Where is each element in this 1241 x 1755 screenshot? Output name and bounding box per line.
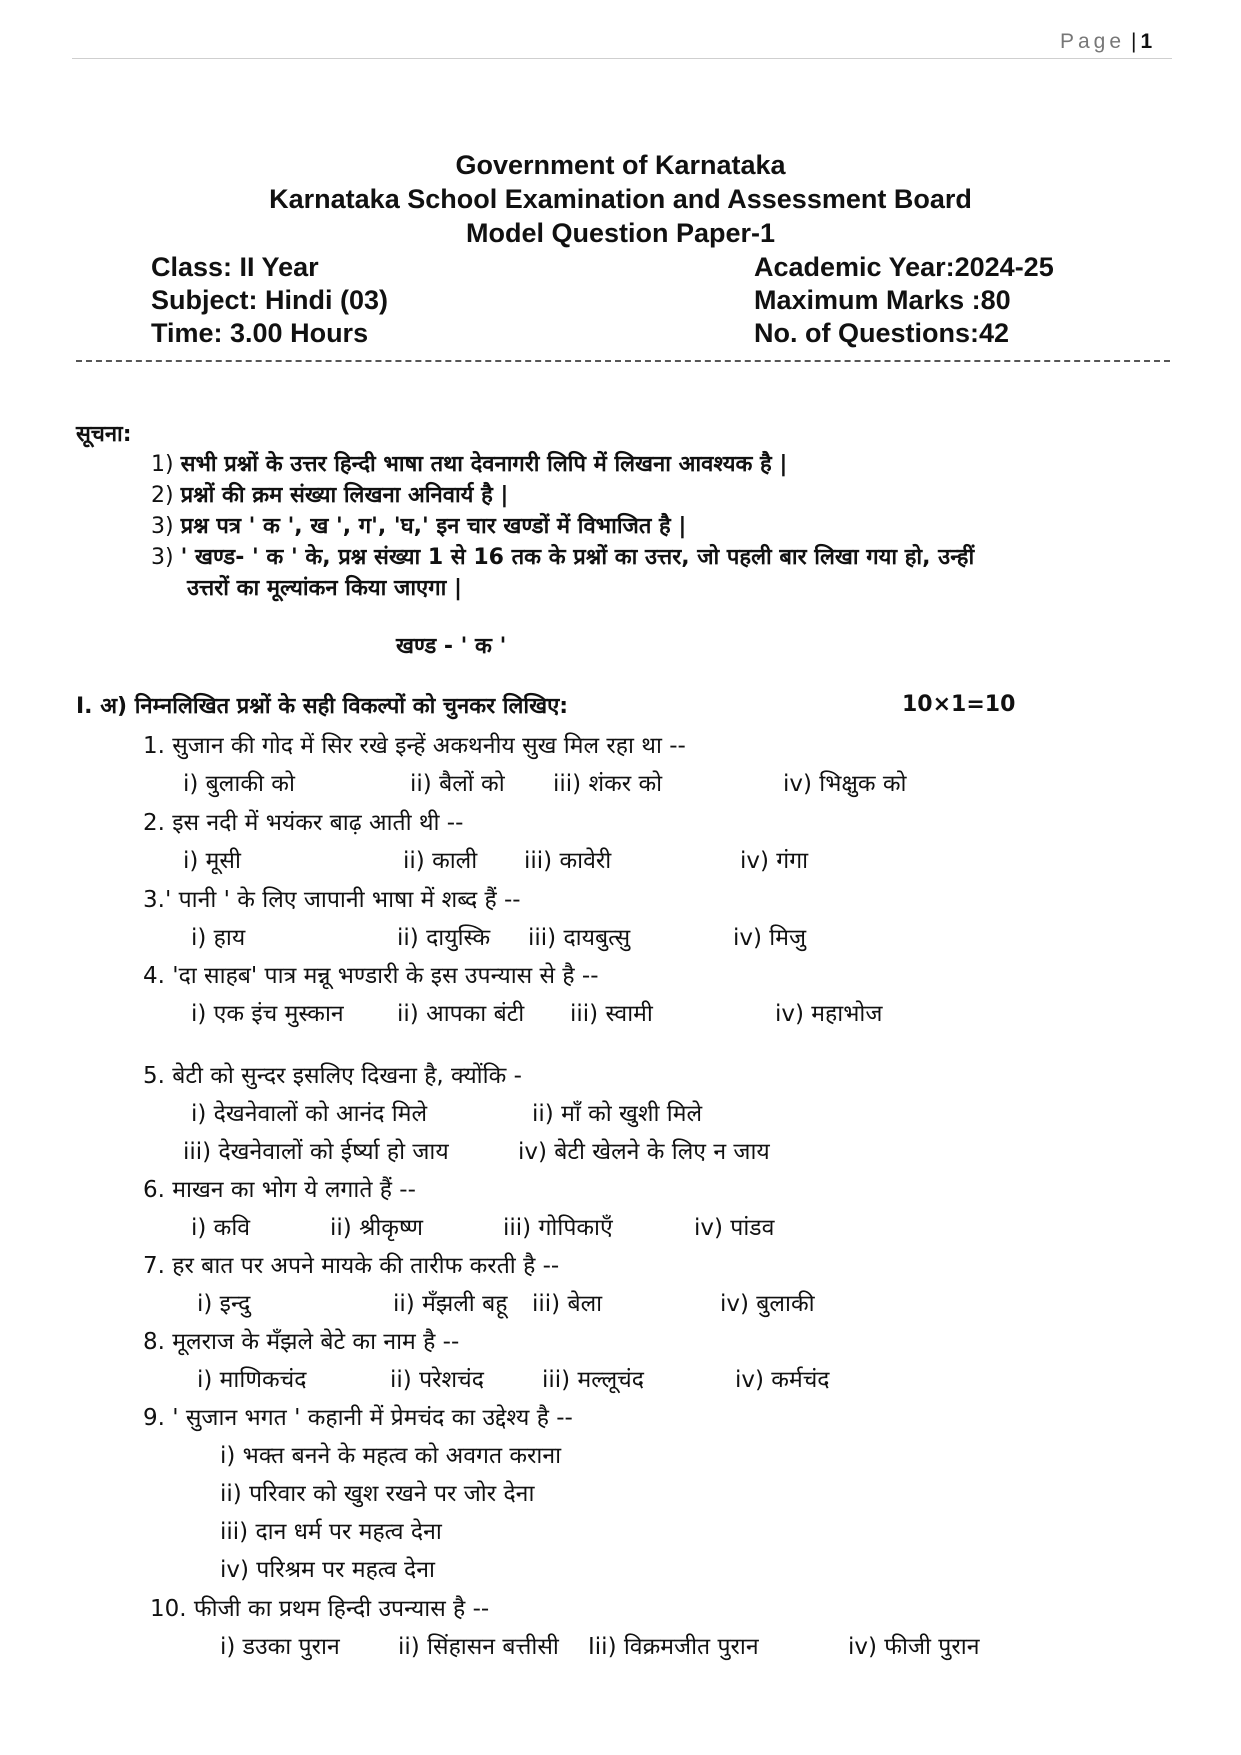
instruction-text: सभी प्रश्नों के उत्तर हिन्दी भाषा तथा देवनागरी लिपि में लिखना आवश्यक है | xyxy=(180,452,788,477)
instruction-item xyxy=(151,510,686,540)
question-9: 9. ' सुजान भगत ' कहानी में प्रेमचंद का उद्देश्य है -- xyxy=(143,1405,573,1431)
option: iii) स्वामी xyxy=(570,1001,653,1027)
max-marks-info: Maximum Marks :80 xyxy=(754,285,1011,315)
option: iii) देखनेवालों को ईर्ष्या हो जाय xyxy=(183,1139,449,1165)
option: iii) मल्लूचंद xyxy=(542,1367,644,1393)
section-title: खण्ड - ' क ' xyxy=(396,634,507,659)
paper-title: Model Question Paper-1 xyxy=(465,218,776,248)
option: i) भक्त बनने के महत्व को अवगत कराना xyxy=(220,1443,562,1469)
page-separator: | xyxy=(1131,30,1137,53)
question-1: 1. सुजान की गोद में सिर रखे इन्हें अकथनीय सुख मिल रहा था -- xyxy=(143,733,686,759)
part-heading: I. अ) निम्नलिखित प्रश्नों के सही विकल्पों को चुनकर लिखिए: xyxy=(76,694,569,719)
question-10: 10. फीजी का प्रथम हिन्दी उपन्यास है -- xyxy=(150,1596,490,1622)
question-5: 5. बेटी को सुन्दर इसलिए दिखना है, क्योंकि - xyxy=(143,1063,522,1089)
option: i) मूसी xyxy=(183,848,241,874)
page-number: 1 xyxy=(1140,30,1153,53)
class-info: Class: II Year xyxy=(151,252,319,282)
option: ii) सिंहासन बत्तीसी xyxy=(398,1634,559,1660)
option: ii) मँझली बहू xyxy=(393,1291,508,1317)
subject-info: Subject: Hindi (03) xyxy=(151,285,389,315)
option: iii) गोपिकाएँ xyxy=(503,1215,613,1241)
option: iii) कावेरी xyxy=(524,848,612,874)
gov-title: Government of Karnataka xyxy=(455,150,786,180)
option: iv) फीजी पुरान xyxy=(848,1634,980,1660)
dashed-divider xyxy=(76,360,1170,362)
option: i) बुलाकी को xyxy=(183,771,295,797)
question-3: 3.' पानी ' के लिए जापानी भाषा में शब्द हैं -- xyxy=(143,887,521,913)
question-2: 2. इस नदी में भयंकर बाढ़ आती थी -- xyxy=(143,810,464,836)
option: iii) शंकर को xyxy=(553,771,663,797)
option: iii) बेला xyxy=(532,1291,603,1317)
question-7: 7. हर बात पर अपने मायके की तारीफ करती है -- xyxy=(143,1253,560,1279)
instruction-item xyxy=(151,479,508,509)
option: ii) माँ को खुशी मिले xyxy=(532,1101,703,1127)
question-4: 4. 'दा साहब' पात्र मन्नू भण्डारी के इस उपन्यास से है -- xyxy=(143,963,599,989)
option: ii) परेशचंद xyxy=(390,1367,484,1393)
option: iii) दायबुत्सु xyxy=(528,925,631,951)
board-title: Karnataka School Examination and Assessment Board xyxy=(269,184,972,214)
instruction-num: 3) xyxy=(151,545,174,570)
option: i) डउका पुरान xyxy=(220,1634,340,1660)
academic-year-info: Academic Year:2024-25 xyxy=(754,252,1054,282)
option: iii) दान धर्म पर महत्व देना xyxy=(220,1519,442,1545)
option: i) देखनेवालों को आनंद मिले xyxy=(191,1101,428,1127)
instruction-text: प्रश्न पत्र ' क ', ख ', ग', 'घ,' इन चार खण्डों में विभाजित है | xyxy=(180,514,687,539)
option: ii) दायुस्कि xyxy=(397,925,491,951)
option: iv) बुलाकी xyxy=(720,1291,815,1317)
num-questions-info: No. of Questions:42 xyxy=(754,318,1010,348)
time-info: Time: 3.00 Hours xyxy=(151,318,369,348)
option: ii) काली xyxy=(403,848,478,874)
option: iv) महाभोज xyxy=(775,1001,883,1027)
instruction-num: 3) xyxy=(151,514,174,539)
option: ii) श्रीकृष्ण xyxy=(330,1215,424,1241)
option: ii) परिवार को खुश रखने पर जोर देना xyxy=(220,1481,535,1507)
option: Iii) विक्रमजीत पुरान xyxy=(588,1634,759,1660)
question-6: 6. माखन का भोग ये लगाते हैं -- xyxy=(143,1177,416,1203)
option: iv) परिश्रम पर महत्व देना xyxy=(220,1557,435,1583)
instruction-item xyxy=(151,541,974,571)
instruction-num: 1) xyxy=(151,452,174,477)
option: i) कवि xyxy=(191,1215,251,1241)
page-number-header xyxy=(1060,30,1152,54)
option: i) माणिकचंद xyxy=(197,1367,307,1393)
option: ii) बैलों को xyxy=(410,771,505,797)
question-8: 8. मूलराज के मँझले बेटे का नाम है -- xyxy=(143,1329,460,1355)
option: ii) आपका बंटी xyxy=(397,1001,525,1027)
option: iv) कर्मचंद xyxy=(735,1367,830,1393)
option: i) हाय xyxy=(191,925,246,951)
option: iv) बेटी खेलने के लिए न जाय xyxy=(518,1139,770,1165)
instruction-num: 2) xyxy=(151,483,174,508)
instruction-text: ' खण्ड- ' क ' के, प्रश्न संख्या 1 से 16 तक के प्रश्नों का उत्तर, जो पहली बार लिखा गया हो, उन्हीं xyxy=(180,545,975,570)
option: iv) गंगा xyxy=(740,848,809,874)
instruction-text-continued: उत्तरों का मूल्यांकन किया जाएगा | xyxy=(187,576,462,601)
option: i) एक इंच मुस्कान xyxy=(191,1001,344,1027)
part-marks: 10×1=10 xyxy=(902,692,1016,717)
instruction-item xyxy=(151,448,787,478)
page-label: Page xyxy=(1060,30,1126,53)
option: iv) भिक्षुक को xyxy=(783,771,907,797)
option: i) इन्दु xyxy=(197,1291,251,1317)
instructions-title: सूचना: xyxy=(76,422,132,447)
option: iv) मिजु xyxy=(733,925,807,951)
header-divider xyxy=(72,58,1172,59)
option: iv) पांडव xyxy=(694,1215,775,1241)
instruction-text: प्रश्नों की क्रम संख्या लिखना अनिवार्य है | xyxy=(180,483,509,508)
